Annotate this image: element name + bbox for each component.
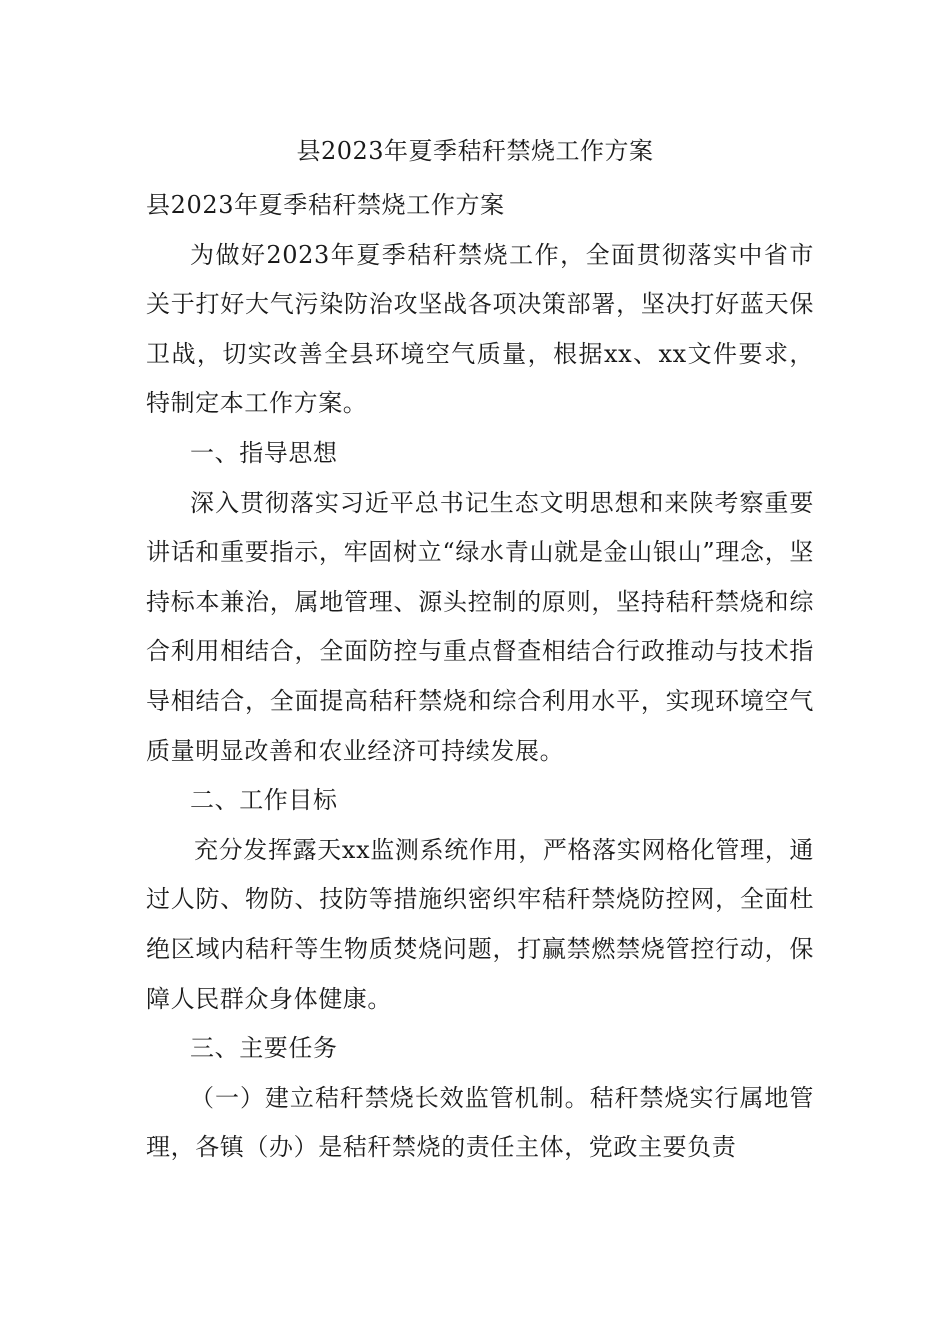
document-title: 县2023年夏季秸秆禁烧工作方案 bbox=[296, 137, 654, 165]
work-goal-paragraph: 充分发挥露天xx监测系统作用，严格落实网格化管理，通过人防、物防、技防等措施织密织牢秸秆禁烧防控网，全面杜绝区域内秸秆等生物质焚烧问题，打赢禁燃禁烧管控行动，保障人民群众身体健康。 bbox=[146, 835, 814, 1013]
document-subtitle: 县2023年夏季秸秆禁烧工作方案 bbox=[146, 191, 505, 219]
section-heading-main-tasks: 三、主要任务 bbox=[190, 1034, 338, 1063]
section-heading-guiding-thought: 一、指导思想 bbox=[190, 438, 338, 467]
intro-paragraph: 为做好2023年夏季秸秆禁烧工作，全面贯彻落实中省市关于打好大气污染防治攻坚战各项决策部署，坚决打好蓝天保卫战，切实改善全县环境空气质量，根据xx、xx文件要求，特制定本工作方案。 bbox=[146, 240, 814, 418]
document-body bbox=[146, 181, 814, 1173]
task-one-paragraph: （一）建立秸秆禁烧长效监管机制。秸秆禁烧实行属地管理，各镇（办）是秸秆禁烧的责任主体，党政主要负责 bbox=[146, 1083, 814, 1162]
section-heading-work-goal: 二、工作目标 bbox=[190, 786, 338, 815]
guiding-thought-paragraph: 深入贯彻落实习近平总书记生态文明思想和来陕考察重要讲话和重要指示，牢固树立“绿水青山就是金山银山”理念，坚持标本兼治，属地管理、源头控制的原则，坚持秸秆禁烧和综合利用相结合，全面防控与重点督查相结合行政推动与技术指导相结合，全面提高秸秆禁烧和综合利用水平，实现环境空气质量明显改善和农业经济可持续发展。 bbox=[146, 488, 814, 765]
